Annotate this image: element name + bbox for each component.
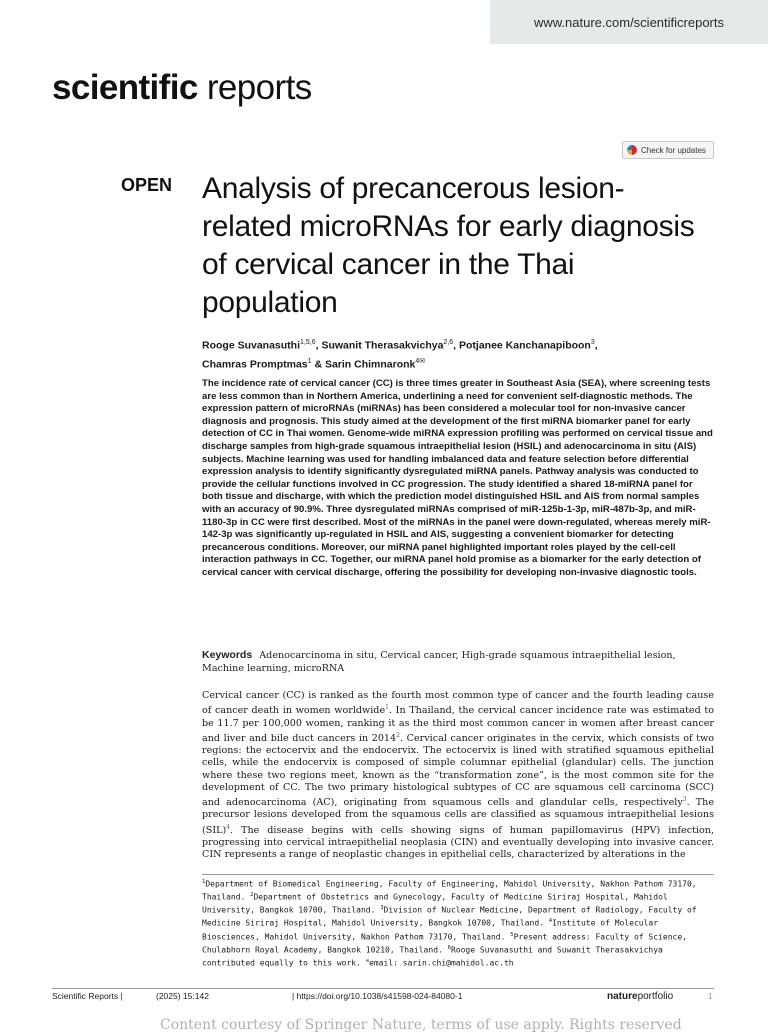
page-footer	[52, 991, 714, 1005]
brand-light: portfolio	[637, 991, 674, 1002]
logo-light: reports	[197, 68, 312, 107]
author-affiliation-mark: 1,5,6	[300, 339, 316, 346]
author-separator: ,	[315, 339, 322, 352]
author-name: Chamras Promptmas	[202, 358, 308, 370]
keywords-heading: Keywords	[202, 649, 253, 661]
author-affiliation-mark: 1	[307, 357, 312, 365]
logo-bold: scientific	[52, 68, 198, 107]
keywords	[202, 649, 714, 675]
author-name: Potjanee Kanchanapiboon	[459, 339, 591, 352]
author-affiliation-mark: 4✉	[415, 357, 426, 365]
keywords-text: Adenocarcinoma in situ, Cervical cancer, High-grade squamous intraepithelial lesion, Machine learning, microRNA	[202, 650, 676, 674]
abstract: The incidence rate of cervical cancer (CC) is three times greater in Southeast Asia (SEA), where screening tests are less common than in Northern America, underlining a need for convenient self-diagnostic methods. The expression pattern of microRNAs (miRNAs) has been considered a molecular tool for non-invasive cancer diagnosis and prognosis. This study aimed at the development of the first miRNA biomarker panel for early detection of CC in Thai women. Genome-wide miRNA expression profiling was performed on cervical tissue and discharge samples from high-grade squamous intraepithelial lesion (HSIL) and adenocarcinoma in situ (AIS) subjects. Machine learning was used for handling imbalanced data and feature selection before differential expression analysis to identify significantly dysregulated miRNA panels. Pathway analysis was conducted to provide the cellular functions involved in CC progression. The study identified a shared 18-miRNA panel for both tissue and discharge, with which the prediction model distinguished HSIL and AIS from normal samples with an accuracy of 90.9%. Three dysregulated miRNAs comprised of miR-125b-1-3p, miR-487b-3p, and miR-1180-3p in CC were first described. Most of the miRNAs in the panel were down-regulated, whereas merely miR-142-3p was significantly up-regulated in HSIL and AIS, suggesting a convenient biomarker for detecting precancerous conditions. Moreover, our miRNA panel highlighted important roles played by the cell-cell interaction pathways in CC. Together, our miRNA panel hold promise as a biomarker for the early detection of cervical cancer with cervical discharge, offering the possibility for developing non-invasive diagnostic tools.	[202, 378, 713, 578]
author-list	[202, 335, 712, 372]
affiliation-number: 3	[380, 905, 384, 912]
intro-paragraph	[202, 690, 714, 861]
affiliation-number: 1	[202, 879, 206, 885]
affiliation-text: Department of Biomedical Engineering, Faculty of Engineering, Mahidol University, Nakhon Pathom 73170, Thailand.	[202, 879, 697, 902]
footer-volume: (2025) 15:142	[156, 991, 209, 1001]
affiliation-text: Department of Obstetrics and Gynecology, Faculty of Medicine Siriraj Hospital, Mahidol University, Bangkok 10700, Thailand.	[202, 892, 668, 915]
body-text-segment: . The disease begins with cells showing signs of human papillomavirus (HPV) infection, progressing into cervical intraepithelial neoplasia (CIN) and eventually developing into invasive cancer. CIN represents a range of neoplastic changes in epithelial cells, characterized by alterations in the	[202, 824, 714, 861]
footer-journal: Scientific Reports |	[52, 991, 123, 1001]
footer-divider	[52, 988, 714, 989]
author-affiliation-mark: 3	[590, 339, 595, 346]
author-separator: ,	[453, 339, 459, 352]
page-number: 1	[708, 991, 713, 1001]
body-text-segment: . In Thailand, the cervical cancer incidence rate was estimated to be 11.7 per 100,000 women, ranking it as the third most common cancer in women after breast cancer and liver and bile duct cancers in 2014	[202, 705, 714, 744]
citation-ref[interactable]: 3	[682, 796, 687, 803]
nature-portfolio-logo	[607, 991, 673, 1002]
journal-url[interactable]	[490, 0, 768, 44]
author-affiliation-mark: 2,6	[443, 339, 454, 346]
author-name: Suwanit Therasakvichya	[321, 339, 444, 352]
affiliation-text: Present address: Faculty of Science, Chulabhorn Royal Academy, Bangkok 10210, Thailand.	[202, 932, 687, 955]
open-access-label: OPEN	[121, 175, 173, 195]
body-text-segment: . Cervical cancer originates in the cervix, which consists of two regions: the ectocervix and the endocervix. The ectocervix is lined with stratified squamous epithelial cells, while the endocervix is composed of simple columnar epithelial (glandular) cells. The junction where these two regions meet, known as the “transformation zone”, is the most common site for the development of CC. The two primary histological subtypes of CC are squamous cell carcinoma (SCC) and adenocarcinoma (AC), originating from squamous cells and glandular cells, respectively	[202, 732, 715, 809]
body-text-segment: Cervical cancer (CC) is ranked as the fourth most common type of cancer and the fourth leading cause of cancer death in women worldwide	[202, 690, 714, 717]
affiliation-number: 4	[548, 918, 553, 925]
author-separator: &	[311, 358, 325, 370]
copyright-watermark: Content courtesy of Springer Nature, terms of use apply. Rights reserved	[160, 1017, 682, 1033]
author-name: Sarin Chimnaronk	[324, 358, 416, 370]
citation-ref[interactable]: 2	[396, 731, 400, 739]
body-text-segment: . The precursor lesions developed from the squamous cells are classified as squamous intraepithelial lesions (SIL)	[202, 797, 714, 836]
affiliation-number: 6	[447, 944, 451, 951]
affiliation-number: ✉	[365, 957, 370, 964]
affiliation-number: 5	[510, 931, 514, 938]
brand-bold: nature	[607, 991, 638, 1002]
check-for-updates-button[interactable]	[622, 141, 714, 159]
affiliation-text: email: sarin.chi@mahidol.ac.th	[369, 958, 514, 968]
footer-doi-link[interactable]: | https://doi.org/10.1038/s41598-024-84080-1	[292, 991, 463, 1001]
author-separator: ,	[594, 339, 598, 352]
article-title: Analysis of precancerous lesion-related microRNAs for early diagnosis of cervical cancer in the Thai population	[202, 172, 695, 319]
affiliation-text: Rooge Suvanasuthi and Suwanit Therasakvichya contributed equally to this work.	[202, 945, 663, 968]
citation-ref[interactable]: 4	[226, 823, 231, 831]
journal-url-text: www.nature.com/scientificreports	[533, 14, 724, 30]
citation-ref[interactable]: 1	[385, 704, 389, 712]
affiliation-number: 2	[250, 892, 254, 899]
crossmark-icon	[627, 145, 637, 155]
affiliations	[202, 874, 714, 969]
affiliation-text: Division of Nuclear Medicine, Department of Radiology, Faculty of Medicine Siriraj Hospital, Mahidol University, Bangkok 10700, Thailand.	[202, 905, 697, 929]
author-name: Rooge Suvanasuthi	[202, 339, 301, 352]
journal-logo	[52, 68, 312, 108]
affiliation-text: Institute of Molecular Biosciences, Mahidol University, Nakhon Pathom 73170, Thailand.	[202, 919, 659, 942]
check-for-updates-label: Check for updates	[641, 145, 706, 155]
